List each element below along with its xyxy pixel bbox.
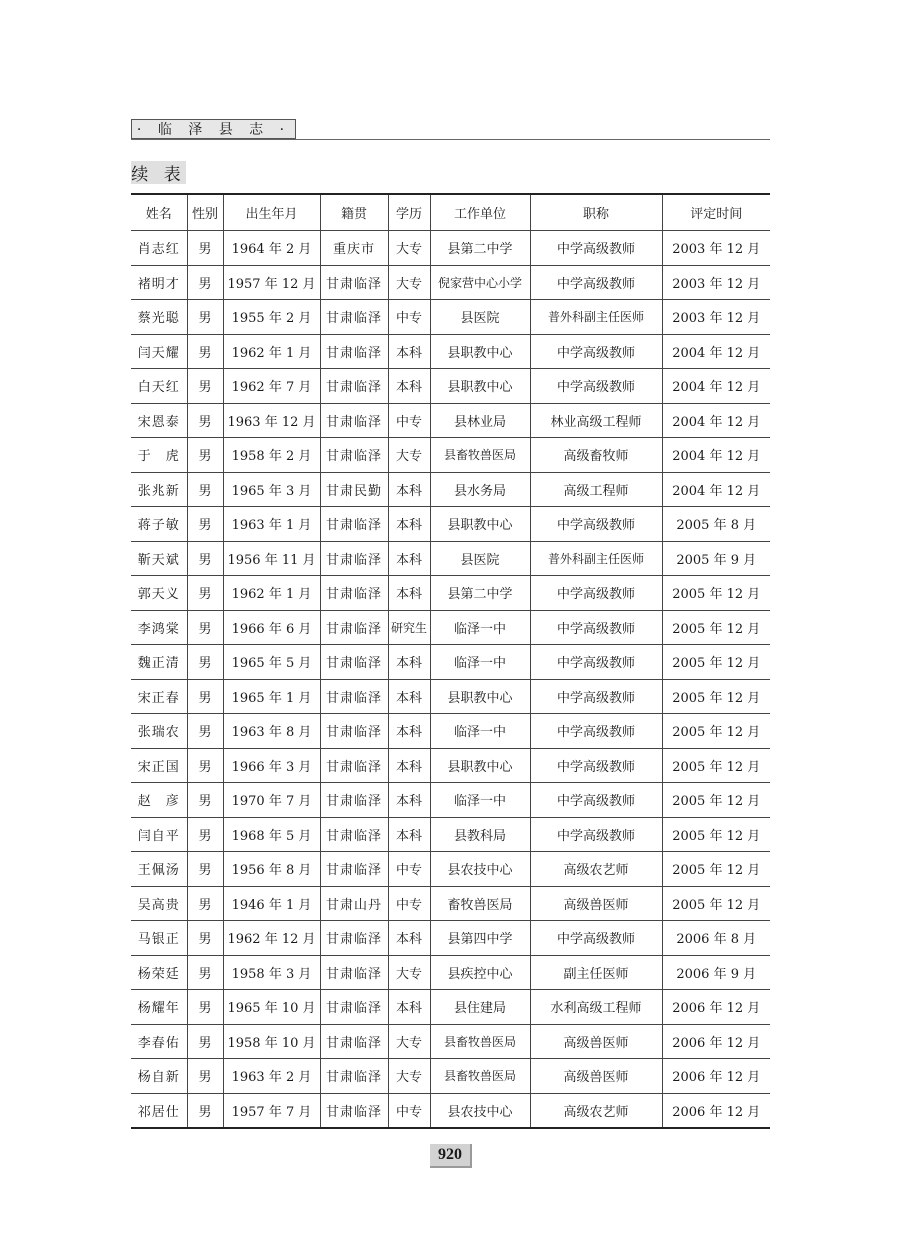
cell-education: 大专 <box>388 265 430 300</box>
column-header-education: 学历 <box>388 194 430 231</box>
table-row <box>131 610 770 645</box>
cell-gender: 男 <box>187 714 223 749</box>
cell-gender: 男 <box>187 886 223 921</box>
cell-title: 中学高级教师 <box>530 610 662 645</box>
cell-work-unit: 县农技中心 <box>430 852 530 887</box>
cell-education: 本科 <box>388 576 430 611</box>
cell-rating-date: 2006 年 12 月 <box>662 1059 770 1094</box>
table-row <box>131 507 770 542</box>
cell-name: 于 虎 <box>131 438 187 473</box>
cell-native-place: 甘肃民勤 <box>320 472 388 507</box>
cell-title: 中学高级教师 <box>530 679 662 714</box>
table-row <box>131 852 770 887</box>
table-row <box>131 300 770 335</box>
cell-title: 中学高级教师 <box>530 783 662 818</box>
table-row <box>131 231 770 266</box>
cell-work-unit: 临泽一中 <box>430 610 530 645</box>
column-header-name: 姓名 <box>131 194 187 231</box>
column-header-work-unit: 工作单位 <box>430 194 530 231</box>
cell-birth-date: 1962 年 7 月 <box>223 369 320 404</box>
table-row <box>131 438 770 473</box>
cell-name: 白天红 <box>131 369 187 404</box>
cell-rating-date: 2006 年 12 月 <box>662 990 770 1025</box>
cell-birth-date: 1966 年 6 月 <box>223 610 320 645</box>
cell-rating-date: 2005 年 12 月 <box>662 576 770 611</box>
cell-education: 本科 <box>388 817 430 852</box>
table-row <box>131 369 770 404</box>
cell-name: 肖志红 <box>131 231 187 266</box>
cell-title: 中学高级教师 <box>530 576 662 611</box>
cell-work-unit: 县职教中心 <box>430 748 530 783</box>
cell-gender: 男 <box>187 1024 223 1059</box>
cell-work-unit: 临泽一中 <box>430 783 530 818</box>
cell-rating-date: 2006 年 12 月 <box>662 1024 770 1059</box>
cell-rating-date: 2004 年 12 月 <box>662 438 770 473</box>
cell-gender: 男 <box>187 1059 223 1094</box>
cell-gender: 男 <box>187 645 223 680</box>
cell-gender: 男 <box>187 817 223 852</box>
cell-title: 中学高级教师 <box>530 334 662 369</box>
cell-rating-date: 2004 年 12 月 <box>662 472 770 507</box>
cell-native-place: 甘肃临泽 <box>320 541 388 576</box>
cell-name: 闫天耀 <box>131 334 187 369</box>
cell-name: 王佩汤 <box>131 852 187 887</box>
cell-gender: 男 <box>187 438 223 473</box>
cell-native-place: 甘肃临泽 <box>320 300 388 335</box>
table-body <box>131 231 770 1129</box>
cell-birth-date: 1962 年 1 月 <box>223 334 320 369</box>
cell-work-unit: 县畜牧兽医局 <box>430 438 530 473</box>
cell-rating-date: 2004 年 12 月 <box>662 334 770 369</box>
cell-native-place: 甘肃临泽 <box>320 714 388 749</box>
cell-work-unit: 临泽一中 <box>430 714 530 749</box>
cell-title: 普外科副主任医师 <box>530 541 662 576</box>
cell-birth-date: 1963 年 8 月 <box>223 714 320 749</box>
cell-education: 本科 <box>388 645 430 680</box>
cell-name: 魏正清 <box>131 645 187 680</box>
cell-rating-date: 2004 年 12 月 <box>662 403 770 438</box>
cell-work-unit: 县畜牧兽医局 <box>430 1059 530 1094</box>
cell-work-unit: 县医院 <box>430 300 530 335</box>
cell-gender: 男 <box>187 748 223 783</box>
table-row <box>131 334 770 369</box>
cell-native-place: 甘肃临泽 <box>320 507 388 542</box>
cell-birth-date: 1966 年 3 月 <box>223 748 320 783</box>
table-row <box>131 921 770 956</box>
cell-native-place: 甘肃临泽 <box>320 783 388 818</box>
cell-title: 高级畜牧师 <box>530 438 662 473</box>
table-row <box>131 679 770 714</box>
cell-name: 宋正春 <box>131 679 187 714</box>
cell-birth-date: 1968 年 5 月 <box>223 817 320 852</box>
table-row <box>131 955 770 990</box>
table-row <box>131 472 770 507</box>
cell-rating-date: 2005 年 8 月 <box>662 507 770 542</box>
cell-birth-date: 1958 年 3 月 <box>223 955 320 990</box>
table-row <box>131 403 770 438</box>
cell-birth-date: 1964 年 2 月 <box>223 231 320 266</box>
cell-birth-date: 1963 年 1 月 <box>223 507 320 542</box>
cell-native-place: 甘肃临泽 <box>320 1059 388 1094</box>
cell-title: 林业高级工程师 <box>530 403 662 438</box>
cell-title: 高级工程师 <box>530 472 662 507</box>
cell-birth-date: 1963 年 12 月 <box>223 403 320 438</box>
cell-name: 杨耀年 <box>131 990 187 1025</box>
column-header-gender: 性别 <box>187 194 223 231</box>
cell-title: 副主任医师 <box>530 955 662 990</box>
cell-work-unit: 县第二中学 <box>430 576 530 611</box>
cell-gender: 男 <box>187 472 223 507</box>
header-rule <box>131 139 770 140</box>
cell-native-place: 甘肃临泽 <box>320 1093 388 1128</box>
cell-name: 褚明才 <box>131 265 187 300</box>
cell-gender: 男 <box>187 990 223 1025</box>
cell-gender: 男 <box>187 1093 223 1128</box>
cell-work-unit: 临泽一中 <box>430 645 530 680</box>
cell-native-place: 甘肃临泽 <box>320 610 388 645</box>
continued-table-label: 续 表 <box>131 161 186 184</box>
cell-rating-date: 2005 年 12 月 <box>662 852 770 887</box>
cell-title: 高级农艺师 <box>530 1093 662 1128</box>
cell-rating-date: 2005 年 12 月 <box>662 783 770 818</box>
cell-native-place: 甘肃山丹 <box>320 886 388 921</box>
cell-birth-date: 1956 年 11 月 <box>223 541 320 576</box>
table-row <box>131 1059 770 1094</box>
cell-gender: 男 <box>187 300 223 335</box>
personnel-table <box>131 193 770 1129</box>
cell-title: 中学高级教师 <box>530 645 662 680</box>
cell-birth-date: 1946 年 1 月 <box>223 886 320 921</box>
table-row <box>131 541 770 576</box>
cell-name: 李春佑 <box>131 1024 187 1059</box>
cell-rating-date: 2005 年 12 月 <box>662 645 770 680</box>
column-header-rating-date: 评定时间 <box>662 194 770 231</box>
cell-work-unit: 县职教中心 <box>430 507 530 542</box>
cell-native-place: 甘肃临泽 <box>320 679 388 714</box>
cell-gender: 男 <box>187 576 223 611</box>
cell-native-place: 甘肃临泽 <box>320 645 388 680</box>
cell-rating-date: 2006 年 8 月 <box>662 921 770 956</box>
cell-name: 吴高贵 <box>131 886 187 921</box>
cell-birth-date: 1956 年 8 月 <box>223 852 320 887</box>
cell-gender: 男 <box>187 921 223 956</box>
cell-gender: 男 <box>187 403 223 438</box>
cell-education: 本科 <box>388 679 430 714</box>
cell-birth-date: 1965 年 1 月 <box>223 679 320 714</box>
cell-native-place: 重庆市 <box>320 231 388 266</box>
cell-education: 本科 <box>388 783 430 818</box>
cell-native-place: 甘肃临泽 <box>320 921 388 956</box>
cell-gender: 男 <box>187 369 223 404</box>
cell-birth-date: 1962 年 12 月 <box>223 921 320 956</box>
cell-rating-date: 2005 年 12 月 <box>662 748 770 783</box>
cell-title: 高级兽医师 <box>530 1059 662 1094</box>
cell-birth-date: 1955 年 2 月 <box>223 300 320 335</box>
table-row <box>131 1024 770 1059</box>
cell-title: 普外科副主任医师 <box>530 300 662 335</box>
cell-native-place: 甘肃临泽 <box>320 955 388 990</box>
book-header-title: · 临 泽 县 志 · <box>131 119 296 139</box>
cell-education: 本科 <box>388 472 430 507</box>
cell-gender: 男 <box>187 334 223 369</box>
cell-gender: 男 <box>187 679 223 714</box>
table-row <box>131 886 770 921</box>
cell-rating-date: 2006 年 9 月 <box>662 955 770 990</box>
table-row <box>131 817 770 852</box>
cell-work-unit: 县住建局 <box>430 990 530 1025</box>
cell-name: 马银正 <box>131 921 187 956</box>
cell-name: 蔡光聪 <box>131 300 187 335</box>
cell-education: 中专 <box>388 852 430 887</box>
cell-rating-date: 2003 年 12 月 <box>662 231 770 266</box>
cell-birth-date: 1970 年 7 月 <box>223 783 320 818</box>
cell-birth-date: 1965 年 5 月 <box>223 645 320 680</box>
table-row <box>131 576 770 611</box>
table-row <box>131 748 770 783</box>
cell-native-place: 甘肃临泽 <box>320 748 388 783</box>
cell-education: 本科 <box>388 921 430 956</box>
cell-gender: 男 <box>187 541 223 576</box>
cell-education: 大专 <box>388 1024 430 1059</box>
cell-birth-date: 1965 年 3 月 <box>223 472 320 507</box>
cell-work-unit: 畜牧兽医局 <box>430 886 530 921</box>
cell-name: 张瑞农 <box>131 714 187 749</box>
table-row <box>131 265 770 300</box>
cell-education: 大专 <box>388 955 430 990</box>
cell-rating-date: 2003 年 12 月 <box>662 265 770 300</box>
cell-education: 本科 <box>388 748 430 783</box>
cell-name: 闫自平 <box>131 817 187 852</box>
cell-native-place: 甘肃临泽 <box>320 265 388 300</box>
page-number: 920 <box>430 1144 472 1168</box>
cell-native-place: 甘肃临泽 <box>320 576 388 611</box>
cell-native-place: 甘肃临泽 <box>320 403 388 438</box>
column-header-title: 职称 <box>530 194 662 231</box>
cell-work-unit: 倪家营中心小学 <box>430 265 530 300</box>
column-header-birth-date: 出生年月 <box>223 194 320 231</box>
cell-name: 祁居仕 <box>131 1093 187 1128</box>
cell-title: 中学高级教师 <box>530 265 662 300</box>
cell-title: 高级农艺师 <box>530 852 662 887</box>
cell-rating-date: 2005 年 12 月 <box>662 886 770 921</box>
cell-work-unit: 县林业局 <box>430 403 530 438</box>
cell-rating-date: 2005 年 12 月 <box>662 714 770 749</box>
table-row <box>131 990 770 1025</box>
cell-education: 本科 <box>388 369 430 404</box>
cell-education: 本科 <box>388 541 430 576</box>
cell-title: 中学高级教师 <box>530 921 662 956</box>
column-header-native-place: 籍贯 <box>320 194 388 231</box>
table-row <box>131 783 770 818</box>
cell-education: 大专 <box>388 1059 430 1094</box>
cell-native-place: 甘肃临泽 <box>320 334 388 369</box>
cell-gender: 男 <box>187 783 223 818</box>
cell-birth-date: 1965 年 10 月 <box>223 990 320 1025</box>
cell-native-place: 甘肃临泽 <box>320 1024 388 1059</box>
table-row <box>131 1093 770 1128</box>
cell-work-unit: 县疾控中心 <box>430 955 530 990</box>
cell-title: 水利高级工程师 <box>530 990 662 1025</box>
cell-native-place: 甘肃临泽 <box>320 369 388 404</box>
cell-title: 中学高级教师 <box>530 817 662 852</box>
cell-gender: 男 <box>187 231 223 266</box>
table-header-row <box>131 194 770 231</box>
cell-native-place: 甘肃临泽 <box>320 990 388 1025</box>
table-row <box>131 645 770 680</box>
cell-birth-date: 1958 年 10 月 <box>223 1024 320 1059</box>
cell-gender: 男 <box>187 610 223 645</box>
cell-rating-date: 2005 年 12 月 <box>662 679 770 714</box>
cell-name: 李鸿棠 <box>131 610 187 645</box>
cell-birth-date: 1963 年 2 月 <box>223 1059 320 1094</box>
cell-title: 中学高级教师 <box>530 748 662 783</box>
cell-name: 张兆新 <box>131 472 187 507</box>
cell-work-unit: 县水务局 <box>430 472 530 507</box>
cell-education: 研究生 <box>388 610 430 645</box>
cell-work-unit: 县医院 <box>430 541 530 576</box>
cell-work-unit: 县职教中心 <box>430 679 530 714</box>
cell-title: 中学高级教师 <box>530 714 662 749</box>
cell-native-place: 甘肃临泽 <box>320 817 388 852</box>
cell-native-place: 甘肃临泽 <box>320 438 388 473</box>
cell-birth-date: 1957 年 12 月 <box>223 265 320 300</box>
cell-work-unit: 县第二中学 <box>430 231 530 266</box>
cell-title: 中学高级教师 <box>530 369 662 404</box>
cell-education: 本科 <box>388 714 430 749</box>
cell-rating-date: 2005 年 12 月 <box>662 610 770 645</box>
cell-education: 中专 <box>388 403 430 438</box>
cell-title: 高级兽医师 <box>530 1024 662 1059</box>
cell-education: 大专 <box>388 438 430 473</box>
cell-rating-date: 2005 年 9 月 <box>662 541 770 576</box>
cell-name: 蒋子敏 <box>131 507 187 542</box>
table-row <box>131 714 770 749</box>
cell-title: 中学高级教师 <box>530 231 662 266</box>
cell-gender: 男 <box>187 265 223 300</box>
cell-title: 中学高级教师 <box>530 507 662 542</box>
cell-name: 郭天义 <box>131 576 187 611</box>
cell-work-unit: 县畜牧兽医局 <box>430 1024 530 1059</box>
cell-birth-date: 1962 年 1 月 <box>223 576 320 611</box>
cell-birth-date: 1958 年 2 月 <box>223 438 320 473</box>
cell-education: 本科 <box>388 334 430 369</box>
cell-work-unit: 县职教中心 <box>430 334 530 369</box>
cell-name: 宋恩泰 <box>131 403 187 438</box>
cell-education: 中专 <box>388 300 430 335</box>
cell-name: 赵 彦 <box>131 783 187 818</box>
cell-birth-date: 1957 年 7 月 <box>223 1093 320 1128</box>
cell-work-unit: 县教科局 <box>430 817 530 852</box>
cell-gender: 男 <box>187 852 223 887</box>
cell-education: 本科 <box>388 507 430 542</box>
cell-rating-date: 2004 年 12 月 <box>662 369 770 404</box>
cell-gender: 男 <box>187 955 223 990</box>
cell-title: 高级兽医师 <box>530 886 662 921</box>
cell-rating-date: 2003 年 12 月 <box>662 300 770 335</box>
cell-name: 杨自新 <box>131 1059 187 1094</box>
cell-name: 靳天斌 <box>131 541 187 576</box>
cell-education: 中专 <box>388 1093 430 1128</box>
cell-gender: 男 <box>187 507 223 542</box>
cell-name: 宋正国 <box>131 748 187 783</box>
cell-native-place: 甘肃临泽 <box>320 852 388 887</box>
cell-work-unit: 县职教中心 <box>430 369 530 404</box>
cell-rating-date: 2006 年 12 月 <box>662 1093 770 1128</box>
cell-education: 本科 <box>388 990 430 1025</box>
cell-work-unit: 县农技中心 <box>430 1093 530 1128</box>
cell-name: 杨荣廷 <box>131 955 187 990</box>
cell-work-unit: 县第四中学 <box>430 921 530 956</box>
cell-education: 大专 <box>388 231 430 266</box>
cell-rating-date: 2005 年 12 月 <box>662 817 770 852</box>
cell-education: 中专 <box>388 886 430 921</box>
